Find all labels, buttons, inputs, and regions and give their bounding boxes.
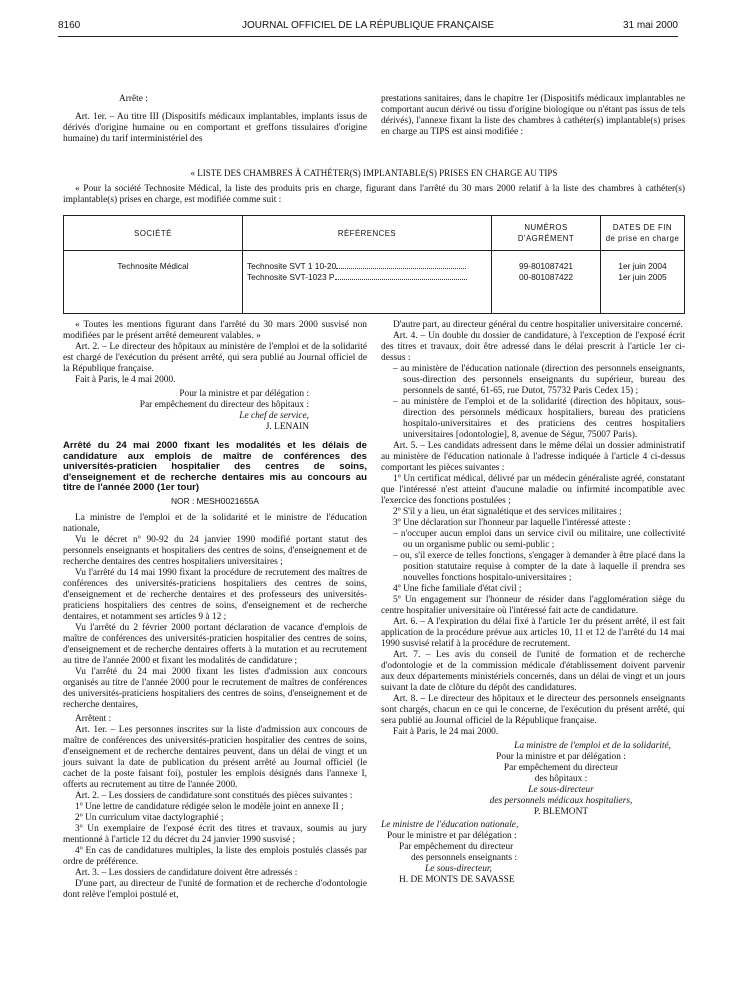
- article-3-cont: D'autre part, au directeur général du centre hospitalier universitaire concerné.: [393, 320, 683, 330]
- sig-line: Pour le ministre et par délégation :: [387, 831, 517, 841]
- article-6: Art. 6. – A l'expiration du délai fixé à l'article 1er du présent arrêté, il est fait application de la procédure prévue aux articles 10, 11 et 12 de l'arrêté du 14 mai 1990 susvisé relatif à la procédure de recrutement.: [381, 617, 685, 649]
- list-item: 1º Un certificat médical, délivré par un médecin généraliste agréé, constatant que l'intéressé n'est atteint d'aucune maladie ou infirmité incompatible avec l'exercice des fonctions postulées ;: [381, 474, 685, 506]
- left-column: [63, 320, 367, 901]
- sig-line: Par empêchement du directeur des hôpitaux :: [139, 400, 309, 410]
- ref-2: Technosite SVT-1023 P: [247, 272, 335, 282]
- agrement-1: 99-801087421: [518, 261, 574, 271]
- header-dates-main: DATES DE FIN: [612, 223, 673, 232]
- signatory: J. LENAIN: [265, 422, 309, 432]
- article-3: Art. 3. – Les dossiers de candidature doivent être adressés :: [75, 867, 298, 878]
- signatory: P. BLEMONT: [533, 807, 589, 817]
- list-item: 3º Un exemplaire de l'exposé écrit des titres et travaux, soumis au jury mentionné à l'article 12 du décret du 24 janvier 1990 susvisé ;: [63, 823, 367, 845]
- ref-1: Technosite SVT 1 10-20: [247, 261, 337, 271]
- list-item: 3º Une déclaration sur l'honneur par laquelle l'intéressé atteste :: [393, 518, 631, 528]
- header-dates-sub: de prise en charge: [605, 234, 680, 243]
- header-agrement: NUMÉROS D'AGRÉMENT: [492, 216, 601, 251]
- journal-title: JOURNAL OFFICIEL DE LA RÉPUBLIQUE FRANÇAISE: [241, 20, 495, 31]
- prestations-text: prestations sanitaires, dans le chapitre 1er (Dispositifs médicaux implantables ne comportant aucun dérivé ou tissu d'origine biologique ou n'étant pas issus de tels dérivés), l'annexe fixant la liste des chambres à cathéter(s) implantable(s) prises en charge au TIPS est ainsi modifiée :: [381, 94, 685, 137]
- visa: La ministre de l'emploi et de la solidarité et le ministre de l'éducation nationale,: [63, 512, 367, 534]
- visa: Vu le décret nº 90-92 du 24 janvier 1990 modifié portant statut des personnels enseignants et hospitaliers des centres de soins, d'enseignement et de recherche dentaires des centres hospitaliers universitaires ;: [63, 534, 367, 567]
- list-intro: « Pour la société Technosite Médical, la liste des produits pris en charge, figurant dans l'arrêté du 30 mars 2000 relatif à la liste des chambres à cathéter(s) implantable(s) prises en charge, est modifiée comme suit :: [63, 184, 685, 205]
- table-header-row: [64, 216, 685, 251]
- top-left-column: [63, 94, 367, 145]
- arrete-heading: Arrête :: [119, 94, 148, 104]
- sig-line: des hôpitaux :: [534, 774, 588, 784]
- sig-line: Le chef de service,: [239, 411, 309, 421]
- visa: Vu l'arrêté du 14 mai 1990 fixant la procédure de recrutement des maîtres de conférences des universités-praticiens hospitaliers des centres de soins, d'enseignement et de recherche dentaires et des professeurs des universités-praticiens hospitaliers des centres de soins, d'enseignement et de recherche dentaires, et notamment ses articles 9 à 12 ;: [63, 567, 367, 622]
- article-2: Art. 2. – Le directeur des hôpitaux au ministère de l'emploi et de la solidarité est chargé de l'exécution du présent arrêté, qui sera publié au Journal officiel de la République française.: [63, 342, 367, 374]
- sig-line: Le sous-directeur,: [425, 864, 492, 874]
- nor-reference: NOR : MESH0021655A: [171, 495, 259, 506]
- cell-societe: Technosite Médical: [64, 251, 243, 314]
- sig-line: Pour la ministre et par délégation :: [496, 752, 626, 762]
- list-item: – au ministère de l'emploi et de la solidarité (direction des hôpitaux, sous-direction des personnels médicaux hospitaliers, bureau des praticiens hospitalo-universitaires et des praticiens des centres hospitaliers universitaires [odontologie], 8, avenue de Ségur, 75007 Paris).: [393, 397, 685, 440]
- sig-line: des personnels médicaux hospitaliers,: [489, 796, 633, 806]
- list-item: 2º S'il y a lieu, un état signalétique et des services militaires ;: [393, 507, 622, 517]
- article-7: Art. 7. – Les avis du conseil de l'unité de formation et de recherche d'odontologie et de la commission médicale d'établissement doivent parvenir aux deux départements ministériels concernés, dans un délai de vingt et un jours suivant la date de clôture du dépôt des candidatures.: [381, 650, 685, 693]
- list-item: – ou, s'il exerce de telles fonctions, s'engager à demander à être placé dans la position statutaire requise à compter de la date à laquelle il prendra ses nouvelles fonctions hospitalo-universitaires ;: [393, 551, 685, 583]
- sig-line: La ministre de l'emploi et de la solidarité,: [514, 741, 671, 751]
- cell-references: [243, 251, 492, 314]
- visa: Vu l'arrêté du 2 février 2000 portant déclaration de vacance d'emplois de maître de conférences des universités-praticien hospitalier des centres de soins, d'enseignement et de recherche dentaires offerts à la mutation et au recrutement au titre de l'année 2000 et fixant les modalités de candidature ;: [63, 622, 367, 666]
- list-item: 4º Une fiche familiale d'état civil ;: [393, 584, 522, 594]
- cell-agrement: [492, 251, 601, 314]
- signatory: H. DE MONTS DE SAVASSE: [399, 875, 515, 885]
- header-dates: [601, 216, 685, 251]
- list-item: 4º En cas de candidatures multiples, la liste des emplois postulés classés par ordre de préférence.: [63, 845, 367, 867]
- decree-title: Arrêté du 24 mai 2000 fixant les modalités et les délais de candidature aux emplois de maître de conférences des universités-praticien hospitalier des centres de soins, d'enseignement et de recherche dentaires mis au concours au titre de l'année 2000 (1er tour): [63, 440, 367, 493]
- arretent-heading: Arrêtent :: [75, 713, 112, 724]
- sig-line: Par empêchement du directeur: [399, 842, 514, 852]
- article-2: Art. 2. – Les dossiers de candidature sont constitués des pièces suivantes :: [75, 790, 353, 801]
- article-3-text: D'une part, au directeur de l'unité de formation et de recherche d'odontologie dont relève l'emploi postulé et,: [63, 878, 367, 900]
- sig-line: Le ministre de l'éducation nationale,: [381, 820, 519, 830]
- right-column: [381, 320, 685, 886]
- date-1: 1er juin 2004: [618, 261, 667, 271]
- header-societe: SOCIÉTÉ: [64, 216, 243, 251]
- article-1: Art. 1er. – Au titre III (Dispositifs médicaux implantables, implants issus de dérivés d'origine humaine ou en comportant et greffons tissulaires d'origine humaine) du tarif interministériel des: [63, 112, 367, 144]
- page-header: [58, 20, 678, 34]
- cell-dates: [601, 251, 685, 314]
- header-rule: [58, 36, 678, 37]
- products-table: [63, 215, 685, 314]
- article-1: Art. 1er. – Les personnes inscrites sur la liste d'admission aux concours de maître de conférences des universités-praticien hospitalier des centres de soins, d'enseignement et de recherche dentaires peuvent, dans un délai de vingt et un jours suivant la date de publication du présent arrêté au Journal officiel (le cachet de la poste faisant foi), postuler les emplois désignés dans l'annexe I, offerts au recrutement au titre de l'année 2000.: [63, 724, 367, 790]
- header-references: RÉFÉRENCES: [243, 216, 492, 251]
- agrement-2: 00-801087422: [518, 272, 574, 282]
- visa: Vu l'arrêté du 24 mai 2000 fixant les listes d'admission aux concours organisés au titre de l'année 2000 pour le recrutement de maîtres de conférences des universités-praticiens hospitaliers des centres de soins, d'enseignement et de recherche dentaires,: [63, 666, 367, 710]
- page-number: 8160: [58, 20, 81, 31]
- list-item: 2º Un curriculum vitae dactylographié ;: [75, 812, 224, 823]
- list-item: – n'occuper aucun emploi dans un service civil ou militaire, une collectivité ou un organisme public ou semi-public ;: [393, 529, 685, 550]
- table-row: [64, 251, 685, 314]
- list-title: « LISTE DES CHAMBRES À CATHÉTER(S) IMPLANTABLE(S) PRISES EN CHARGE AU TIPS: [190, 168, 558, 178]
- article-5: Art. 5. – Les candidats adressent dans le même délai un dossier administratif au ministère de l'éducation nationale à l'adresse indiquée à l'article 4 ci-dessus comportant les pièces suivantes :: [381, 441, 685, 473]
- fait-a-paris: Fait à Paris, le 24 mai 2000.: [393, 727, 499, 737]
- sig-line: Par empêchement du directeur: [503, 763, 619, 773]
- fait-a-paris: Fait à Paris, le 4 mai 2000.: [75, 375, 176, 385]
- issue-date: 31 mai 2000: [622, 20, 678, 31]
- sig-line: Le sous-directeur: [528, 785, 594, 795]
- sig-line: des personnels enseignants :: [411, 853, 517, 863]
- top-right-column: [381, 94, 685, 138]
- list-item: – au ministère de l'éducation nationale (direction des personnels enseignants, sous-direction des personnels enseignants du supérieur, bureau des personnels de santé, 61-65, rue Dutot, 75732 Paris Cedex 15) ;: [393, 364, 685, 396]
- list-item: 5º Un engagement sur l'honneur de résider dans l'agglomération siège du centre hospitalier universitaire où l'intéressé fait acte de candidature.: [381, 595, 685, 616]
- sig-line: Pour la ministre et par délégation :: [179, 389, 309, 399]
- list-item: 1º Une lettre de candidature rédigée selon le modèle joint en annexe II ;: [75, 801, 344, 812]
- article-4: Art. 4. – Un double du dossier de candidature, à l'exception de l'exposé écrit des titres et travaux, doit être adressé dans le délai prescrit à l'article 1er ci-dessus :: [381, 331, 685, 363]
- date-2: 1er juin 2005: [618, 272, 667, 282]
- article-8: Art. 8. – Le directeur des hôpitaux et le directeur des personnels enseignants sont chargés, chacun en ce qui le concerne, de l'exécution du présent arrêté, qui sera publié au Journal officiel de la République française.: [381, 694, 685, 726]
- mentions-text: « Toutes les mentions figurant dans l'arrêté du 30 mars 2000 susvisé non modifiées par le présent arrêté demeurent valables. »: [63, 320, 367, 341]
